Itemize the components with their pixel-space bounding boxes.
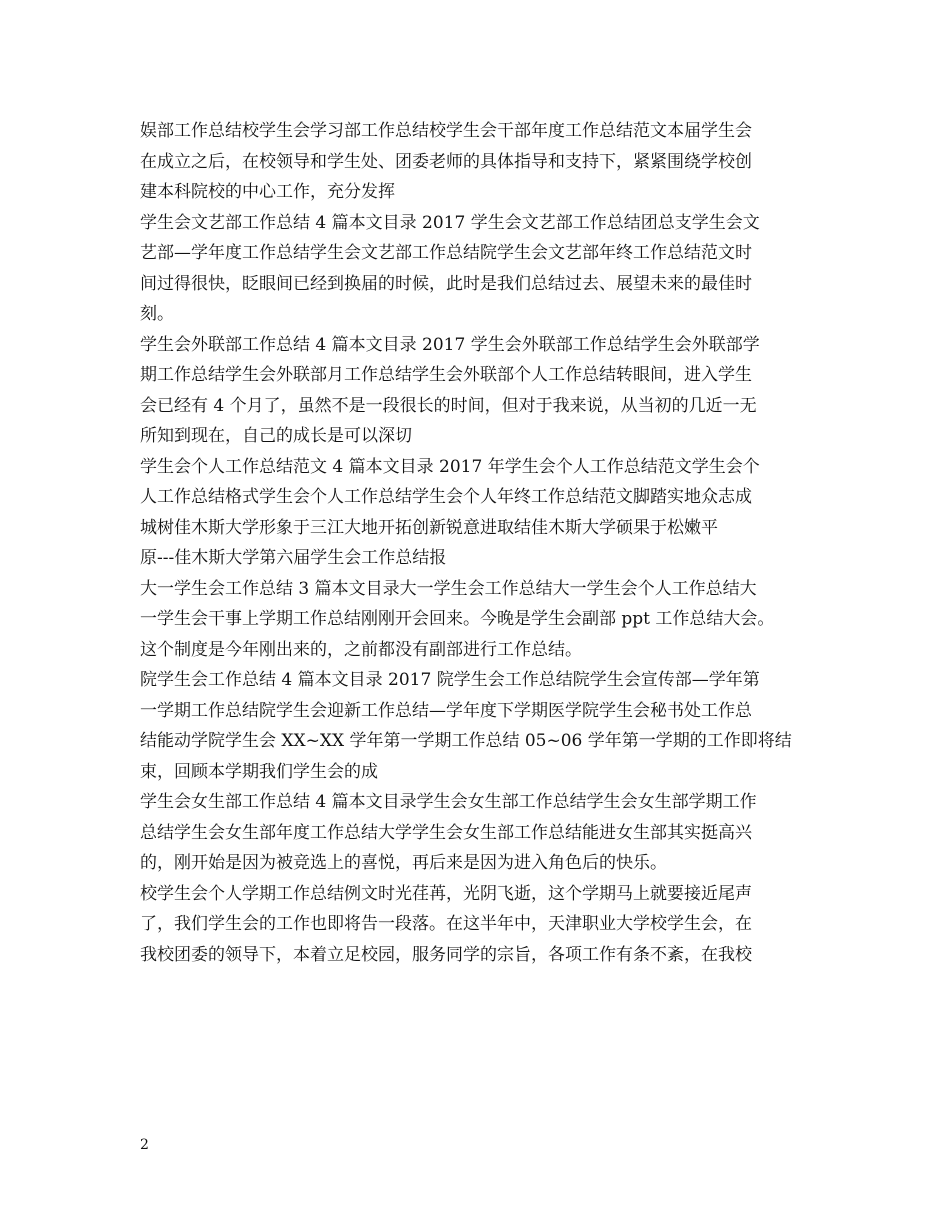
text-line: 艺部—学年度工作总结学生会文艺部工作总结院学生会文艺部年终工作总结范文时 — [140, 243, 752, 263]
text-line: 这个制度是今年刚出来的，之前都没有副部进行工作总结。 — [140, 639, 582, 660]
text-line: 人工作总结格式学生会个人工作总结学生会个人年终工作总结范文脚踏实地众志成 — [140, 487, 752, 507]
text-line: 一学期工作总结院学生会迎新工作总结—学年度下学期医学院学生会秘书处工作总 — [140, 700, 752, 721]
text-line: 院学生会工作总结 4 篇本文目录 2017 院学生会工作总结院学生会宣传部—学年第 — [140, 670, 760, 690]
paragraph — [140, 665, 840, 787]
text-line: 期工作总结学生会外联部月工作总结学生会外联部个人工作总结转眼间，进入学生 — [140, 365, 752, 385]
text-line: 建本科院校的中心工作，充分发挥 — [140, 182, 395, 202]
text-line: 原---佳木斯大学第六届学生会工作总结报 — [140, 548, 447, 568]
text-line: 学生会个人工作总结范文 4 篇本文目录 2017 年学生会个人工作总结范文学生会个 — [140, 456, 760, 477]
paragraph — [140, 116, 840, 208]
document-body — [140, 116, 840, 970]
text-line: 了，我们学生会的工作也即将告一段落。在这半年中，天津职业大学校学生会，在 — [140, 914, 752, 934]
text-line: 学生会女生部工作总结 4 篇本文目录学生会女生部工作总结学生会女生部学期工作 — [140, 792, 757, 812]
paragraph — [140, 208, 840, 330]
text-line: 学生会外联部工作总结 4 篇本文目录 2017 学生会外联部工作总结学生会外联部学 — [140, 334, 760, 355]
paragraph — [140, 574, 840, 666]
text-line: 校学生会个人学期工作总结例文时光荏苒，光阴飞逝，这个学期马上就要接近尾声 — [140, 883, 752, 904]
text-line: 间过得很快，眨眼间已经到换届的时候，此时是我们总结过去、展望未来的最佳时 — [140, 273, 752, 294]
paragraph — [140, 879, 840, 971]
text-line: 在成立之后，在校领导和学生处、团委老师的具体指导和支持下，紧紧围绕学校创 — [140, 151, 752, 172]
text-line: 娱部工作总结校学生会学习部工作总结校学生会干部年度工作总结范文本届学生会 — [140, 121, 752, 141]
text-line: 学生会文艺部工作总结 4 篇本文目录 2017 学生会文艺部工作总结团总支学生会文 — [140, 212, 760, 233]
text-line: 刻。 — [140, 304, 174, 324]
paragraph-list — [140, 116, 840, 970]
text-line: 所知到现在，自己的成长是可以深切 — [140, 426, 412, 446]
page-number: 2 — [140, 1137, 149, 1153]
paragraph — [140, 452, 840, 574]
text-line: 结能动学院学生会 XX~XX 学年第一学期工作总结 05~06 学年第一学期的工作即将结 — [140, 731, 792, 751]
text-line: 城树佳木斯大学形象于三江大地开拓创新锐意进取结佳木斯大学硕果于松嫩平 — [140, 517, 718, 538]
text-line: 一学生会干事上学期工作总结刚刚开会回来。今晚是学生会副部 ppt 工作总结大会。 — [140, 609, 775, 629]
text-line: 会已经有 4 个月了，虽然不是一段很长的时间，但对于我来说，从当初的几近一无 — [140, 395, 757, 416]
text-line: 我校团委的领导下，本着立足校园，服务同学的宗旨，各项工作有条不紊，在我校 — [140, 944, 752, 965]
paragraph — [140, 330, 840, 452]
text-line: 大一学生会工作总结 3 篇本文目录大一学生会工作总结大一学生会个人工作总结大 — [140, 578, 757, 599]
text-line: 的，刚开始是因为被竞选上的喜悦，再后来是因为进入角色后的快乐。 — [140, 853, 667, 873]
paragraph — [140, 787, 840, 879]
text-line: 束，回顾本学期我们学生会的成 — [140, 761, 378, 782]
text-line: 总结学生会女生部年度工作总结大学学生会女生部工作总结能进女生部其实挺高兴 — [140, 822, 752, 843]
